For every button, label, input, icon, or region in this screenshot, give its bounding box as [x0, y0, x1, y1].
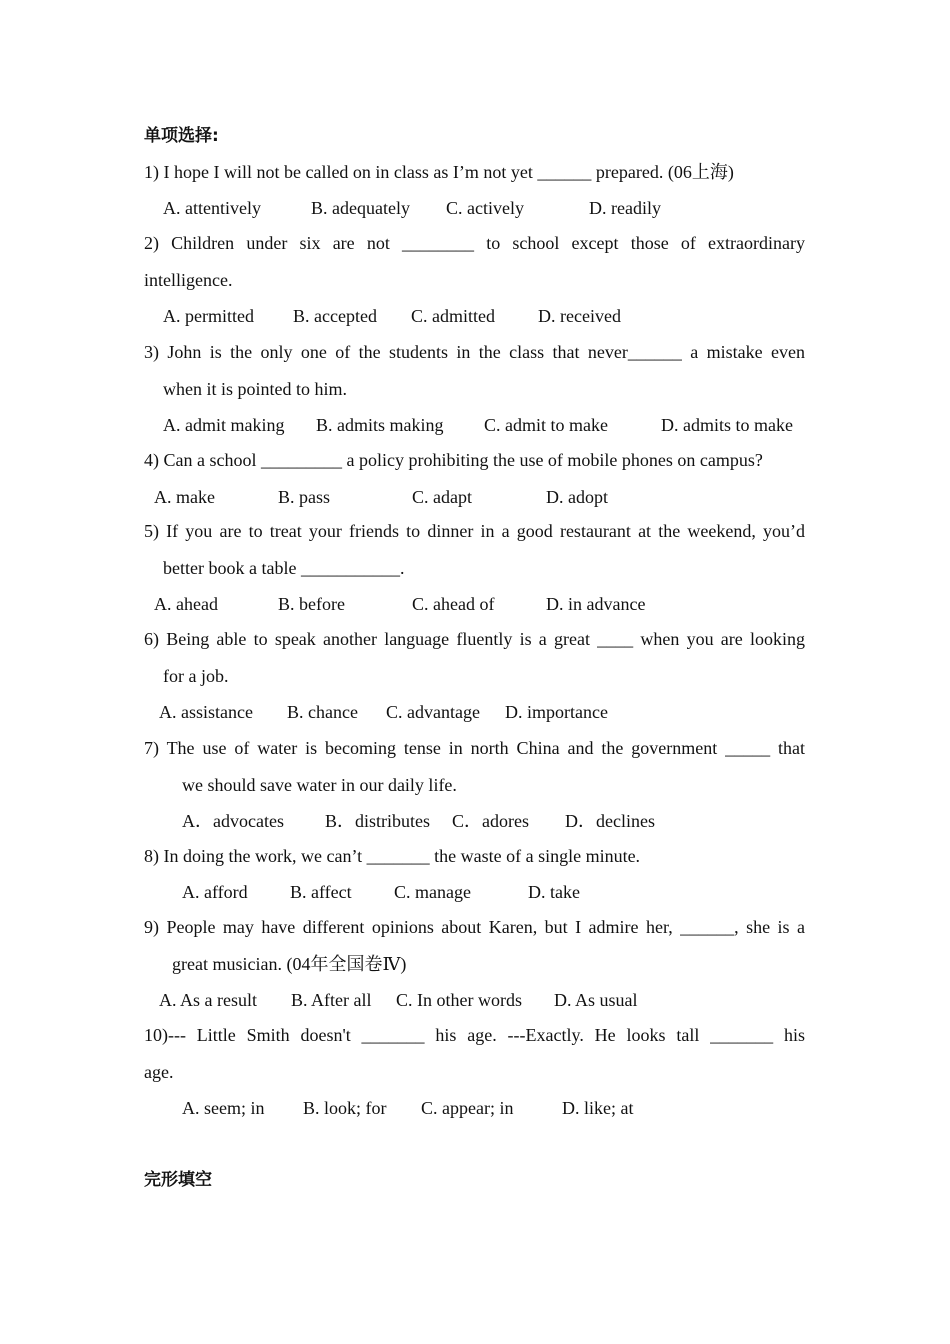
question-3-option-b: B. admits making — [316, 415, 444, 435]
question-9-option-a: A. As a result — [159, 990, 257, 1010]
question-3-option-c: C. admit to make — [484, 415, 608, 435]
question-8-option-a: A. afford — [182, 882, 248, 902]
section-title-cloze: 完形填空 — [144, 1170, 212, 1190]
question-3-line-1: 3) John is the only one of the students in the class that never______ a mistake even — [144, 342, 805, 362]
question-4-option-d: D. adopt — [546, 487, 608, 507]
question-6-line-2: for a job. — [163, 666, 229, 686]
question-1-option-a: A. attentively — [163, 198, 261, 218]
question-5-option-d: D. in advance — [546, 594, 646, 614]
section-title-single-choice: 单项选择: — [144, 126, 219, 146]
question-6-option-a: A. assistance — [159, 702, 253, 722]
question-1-line-1: 1) I hope I will not be called on in class as I’m not yet ______ prepared. (06上海) — [144, 162, 734, 182]
question-3-option-d: D. admits to make — [661, 415, 793, 435]
question-7-option-a: A．advocates — [182, 811, 284, 831]
question-6-line-1: 6) Being able to speak another language fluently is a great ____ when you are looking — [144, 629, 805, 649]
question-9-option-b: B. After all — [291, 990, 372, 1010]
question-8-option-b: B. affect — [290, 882, 352, 902]
question-1-option-c: C. actively — [446, 198, 524, 218]
question-4-line-1: 4) Can a school _________ a policy prohibiting the use of mobile phones on campus? — [144, 450, 763, 470]
question-9-option-d: D. As usual — [554, 990, 638, 1010]
question-2-option-d: D. received — [538, 306, 621, 326]
question-10-line-2: age. — [144, 1062, 174, 1082]
question-5-line-2: better book a table ___________. — [163, 558, 405, 578]
question-2-option-a: A. permitted — [163, 306, 254, 326]
question-2-line-2: intelligence. — [144, 270, 233, 290]
question-4-option-b: B. pass — [278, 487, 331, 507]
question-6-option-c: C. advantage — [386, 702, 480, 722]
question-8-option-d: D. take — [528, 882, 580, 902]
question-4-option-c: C. adapt — [412, 487, 472, 507]
question-7-option-d: D．declines — [565, 811, 655, 831]
question-8-line-1: 8) In doing the work, we can’t _______ the waste of a single minute. — [144, 846, 641, 866]
question-5-option-a: A. ahead — [154, 594, 218, 614]
question-3-option-a: A. admit making — [163, 415, 285, 435]
question-7-option-c: C．adores — [452, 811, 529, 831]
question-1-option-b: B. adequately — [311, 198, 410, 218]
question-4-option-a: A. make — [154, 487, 215, 507]
question-7-option-b: B．distributes — [325, 811, 431, 831]
question-10-option-d: D. like; at — [562, 1098, 634, 1118]
question-10-option-a: A. seem; in — [182, 1098, 265, 1118]
question-2-option-c: C. admitted — [411, 306, 495, 326]
question-2-option-b: B. accepted — [293, 306, 377, 326]
question-5-option-c: C. ahead of — [412, 594, 495, 614]
question-5-option-b: B. before — [278, 594, 345, 614]
question-6-option-d: D. importance — [505, 702, 608, 722]
question-7-line-1: 7) The use of water is becoming tense in north China and the government _____ that — [144, 738, 805, 758]
question-2-line-1: 2) Children under six are not ________ to school except those of extraordinary — [144, 233, 805, 253]
question-8-option-c: C. manage — [394, 882, 471, 902]
question-6-option-b: B. chance — [287, 702, 358, 722]
question-10-line-1: 10)--- Little Smith doesn't _______ his age. ---Exactly. He looks tall _______ his — [144, 1025, 805, 1045]
question-9-line-2: great musician. (04年全国卷Ⅳ) — [172, 954, 407, 974]
question-9-line-1: 9) People may have different opinions about Karen, but I admire her, ______, she is a — [144, 917, 805, 937]
question-1-option-d: D. readily — [589, 198, 661, 218]
question-9-option-c: C. In other words — [396, 990, 522, 1010]
question-3-line-2: when it is pointed to him. — [163, 379, 347, 399]
question-5-line-1: 5) If you are to treat your friends to dinner in a good restaurant at the weekend, you’d — [144, 521, 805, 541]
question-10-option-c: C. appear; in — [421, 1098, 514, 1118]
question-10-option-b: B. look; for — [303, 1098, 387, 1118]
question-7-line-2: we should save water in our daily life. — [182, 775, 457, 795]
